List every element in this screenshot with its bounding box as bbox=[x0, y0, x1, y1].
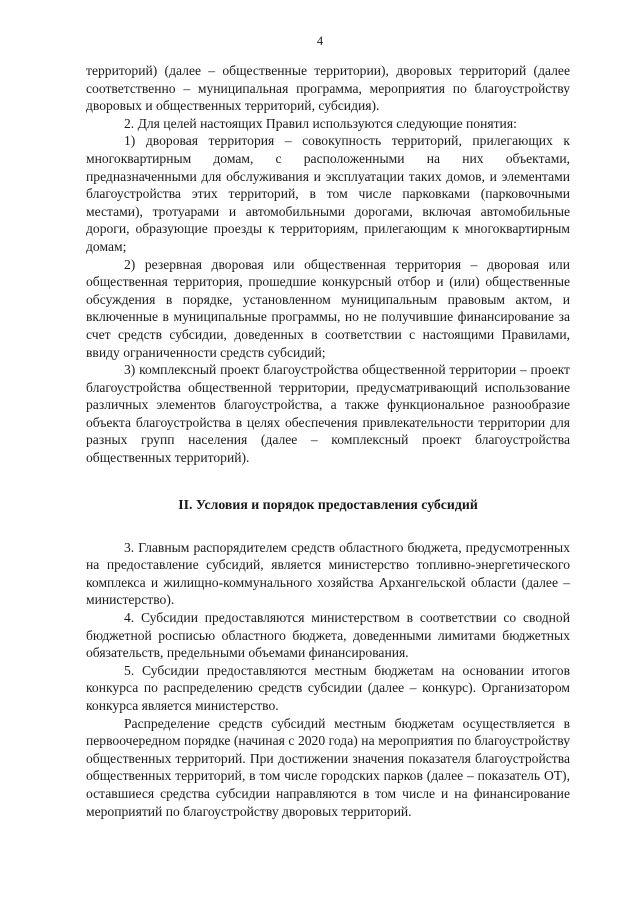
paragraph-block-conditions bbox=[86, 539, 570, 821]
paragraph: 2. Для целей настоящих Правил используются следующие понятия: bbox=[124, 115, 517, 131]
paragraph: 1) дворовая территория – совокупность территорий, прилегающих к многоквартирным домам, с расположенными на них объектами, предназначенными для обслуживания и эксплуатации таких домов, и элементами благоустройства этих территорий, в том числе парковками (парковочными местами), тротуарами и автомобильными дорогами, включая автомобильные дороги, образующие проезды к территориям, прилегающим к многоквартирным домам; bbox=[86, 133, 570, 254]
paragraph: территорий) (далее – общественные территории), дворовых территорий (далее соответственно – муниципальная программа, мероприятия по благоустройству дворовых и общественных территорий, субсидия). bbox=[86, 63, 570, 114]
paragraph: 3. Главным распорядителем средств областного бюджета, предусмотренных на предоставление субсидий, является министерство топливно-энергетического комплекса и жилищно-коммунального хозяйства Архангельской области (далее – министерство). bbox=[86, 539, 570, 608]
paragraph: Распределение средств субсидий местным бюджетам осуществляется в первоочередном порядке (начиная с 2020 года) на мероприятия по благоустройству общественных территорий. При достижении значения показателя благоустройства общественных территорий, в том числе городских парков (далее – показатель ОТ), оставшиеся средства субсидии направляются в том числе и на финансирование мероприятий по благоустройству дворовых территорий. bbox=[86, 715, 570, 819]
paragraph: 3) комплексный проект благоустройства общественной территории – проект благоустройства общественной территории, предусматривающий использование различных элементов благоустройства, а также функциональное разнообразие объекта благоустройства в целях обеспечения привлекательности территории для разных групп населения (далее – комплексный проект благоустройства общественных территорий). bbox=[86, 362, 570, 466]
page-number: 4 bbox=[316, 34, 324, 48]
document-body bbox=[86, 62, 570, 820]
paragraph: 2) резервная дворовая или общественная территория – дворовая или общественная территория, прошедшие конкурсный отбор и (или) общественные обсуждения в порядке, установленном муниципальным правовым актом, и включенные в муниципальные программы, но не получившие финансирование за счет средств субсидии, доведенных в соответствии с настоящими Правилами, ввиду ограниченности средств субсидий; bbox=[86, 256, 570, 360]
paragraph-block-definitions bbox=[86, 62, 570, 467]
paragraph: 4. Субсидии предоставляются министерством в соответствии со сводной бюджетной росписью областного бюджета, доведенными лимитами бюджетных обязательств, предельными объемами финансирования. bbox=[86, 610, 570, 661]
paragraph: 5. Субсидии предоставляются местным бюджетам на основании итогов конкурса по распределению средств субсидии (далее – конкурс). Организатором конкурса является министерство. bbox=[86, 662, 570, 713]
section-heading: II. Условия и порядок предоставления субсидий bbox=[178, 496, 478, 512]
